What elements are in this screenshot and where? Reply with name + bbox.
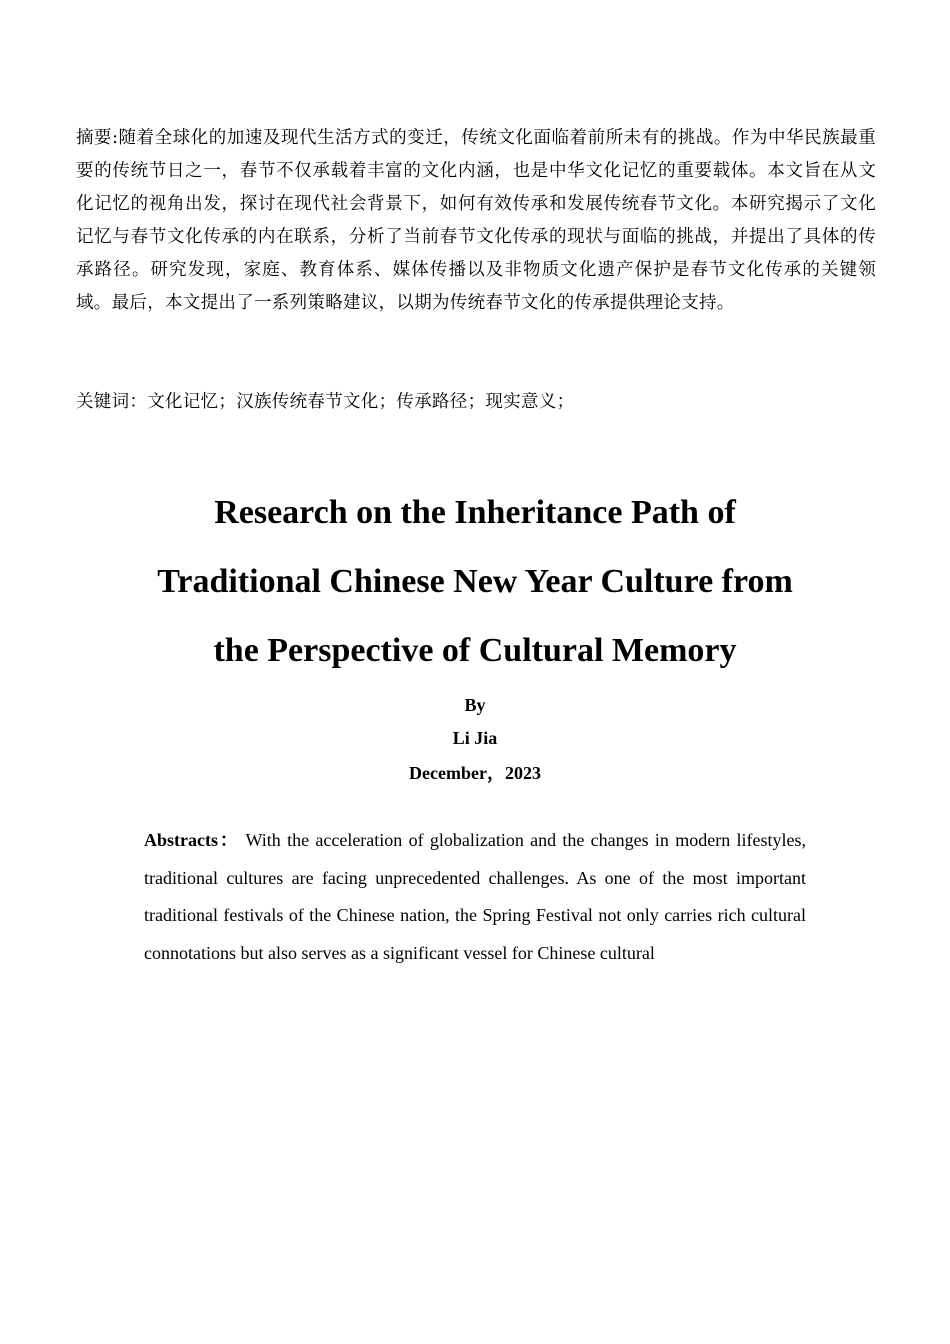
english-abstract-label: Abstracts： bbox=[144, 830, 240, 850]
chinese-keywords-label: 关键词： bbox=[76, 392, 148, 412]
english-title bbox=[100, 478, 850, 685]
english-abstract bbox=[144, 822, 806, 972]
chinese-abstract-label: 摘要 bbox=[76, 128, 113, 148]
publication-date: December，2023 bbox=[409, 763, 541, 783]
english-abstract-text: With the acceleration of globalization and the changes in modern lifestyles, traditional cultures are facing unprecedented challenges. As one of the most important traditional festivals of the Chinese nation, the Spring Festival not only carries rich cultural connotations but also serves as a significant vessel for Chinese cultural bbox=[144, 830, 806, 963]
chinese-abstract-separator: : bbox=[112, 128, 119, 148]
english-title-line-2: Traditional Chinese New Year Culture from bbox=[157, 563, 793, 600]
byline-by: By bbox=[464, 695, 486, 715]
english-title-line-1: Research on the Inheritance Path of bbox=[214, 494, 736, 531]
english-title-line-3: the Perspective of Cultural Memory bbox=[213, 632, 737, 669]
chinese-abstract bbox=[76, 122, 876, 320]
chinese-abstract-text: 随着全球化的加速及现代生活方式的变迁，传统文化面临着前所未有的挑战。作为中华民族最重要的传统节日之一，春节不仅承载着丰富的文化内涵，也是中华文化记忆的重要载体。本文旨在从文化记忆的视角出发，探讨在现代社会背景下，如何有效传承和发展传统春节文化。本研究揭示了文化记忆与春节文化传承的内在联系，分析了当前春节文化传承的现状与面临的挑战，并提出了具体的传承路径。研究发现，家庭、教育体系、媒体传播以及非物质文化遗产保护是春节文化传承的关键领域。最后，本文提出了一系列策略建议，以期为传统春节文化的传承提供理论支持。 bbox=[76, 128, 876, 313]
chinese-keywords-text: 文化记忆；汉族传统春节文化；传承路径；现实意义； bbox=[147, 392, 575, 412]
author-name: Li Jia bbox=[452, 728, 498, 748]
chinese-keywords bbox=[76, 386, 876, 419]
